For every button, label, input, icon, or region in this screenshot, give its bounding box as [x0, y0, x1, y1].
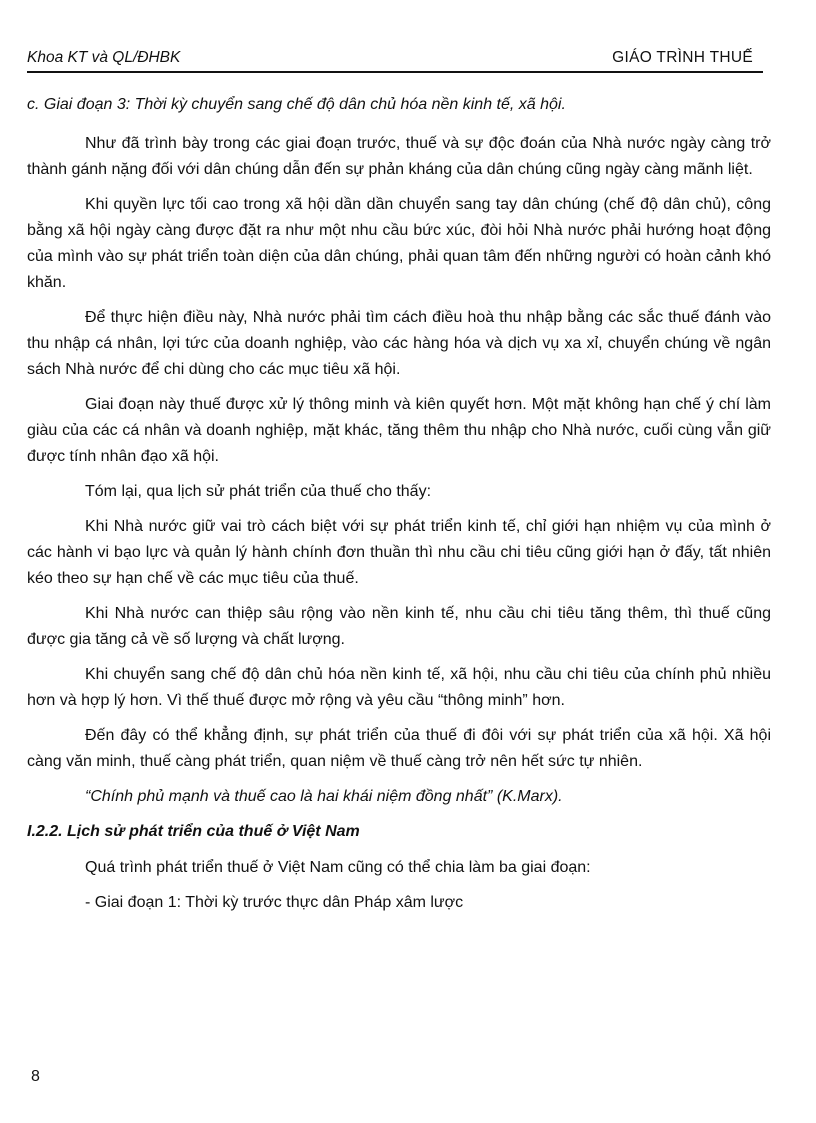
- page-number: 8: [31, 1068, 40, 1085]
- subsection-heading-c: c. Giai đoạn 3: Thời kỳ chuyển sang chế độ dân chủ hóa nền kinh tế, xã hội.: [27, 96, 566, 113]
- header-book-title: GIÁO TRÌNH THUẾ: [612, 49, 753, 66]
- paragraph-8: Khi chuyển sang chế độ dân chủ hóa nền kinh tế, xã hội, nhu cầu chi tiêu của chính phủ nhiều hơn và hợp lý hơn. Vì thế thuế được mở rộng và yêu cầu “thông minh” hơn.: [27, 666, 771, 709]
- list-item-stage-1: - Giai đoạn 1: Thời kỳ trước thực dân Pháp xâm lược: [85, 894, 464, 911]
- paragraph-7: Khi Nhà nước can thiệp sâu rộng vào nền kinh tế, nhu cầu chi tiêu tăng thêm, thì thuế cũng được gia tăng cả về số lượng và chất lượng.: [27, 605, 771, 648]
- marx-quote: “Chính phủ mạnh và thuế cao là hai khái niệm đồng nhất” (K.Marx).: [85, 788, 563, 805]
- header-faculty: Khoa KT và QL/ĐHBK: [27, 49, 181, 66]
- paragraph-9: Đến đây có thể khẳng định, sự phát triển của thuế đi đôi với sự phát triển của xã hội. Xã hội càng văn minh, thuế càng phát triển, quan niệm về thuế càng trở nên hết sức tự nhiên.: [27, 727, 771, 770]
- paragraph-2: Khi quyền lực tối cao trong xã hội dần dần chuyển sang tay dân chúng (chế độ dân chủ), công bằng xã hội ngày càng được đặt ra như một nhu cầu bức xúc, đòi hỏi Nhà nước phải hướng hoạt động của mình vào sự phát triển toàn diện của dân chúng, phải quan tâm đến những người có hoàn cảnh khó khăn.: [27, 196, 771, 291]
- paragraph-6: Khi Nhà nước giữ vai trò cách biệt với sự phát triển kinh tế, chỉ giới hạn nhiệm vụ của mình ở các hành vi bạo lực và quản lý hành chính đơn thuần thì nhu cầu chi tiêu cũng giới hạn ở đấy, tất nhiên kéo theo sự hạn chế về các mục tiêu của thuế.: [27, 518, 771, 587]
- paragraph-3: Để thực hiện điều này, Nhà nước phải tìm cách điều hoà thu nhập bằng các sắc thuế đánh vào thu nhập cá nhân, lợi tức của doanh nghiệp, vào các hàng hóa và dịch vụ xa xỉ, chuyển chúng về ngân sách Nhà nước để chi dùng cho các mục tiêu xã hội.: [27, 309, 771, 378]
- page-header: [27, 49, 763, 73]
- section-heading-vietnam: I.2.2. Lịch sử phát triển của thuế ở Việt Nam: [27, 823, 360, 840]
- paragraph-5: Tóm lại, qua lịch sử phát triển của thuế cho thấy:: [85, 483, 432, 500]
- paragraph-1: Như đã trình bày trong các giai đoạn trước, thuế và sự độc đoán của Nhà nước ngày càng trở thành gánh nặng đối với dân chúng dẫn đến sự phản kháng của dân chúng cũng ngày càng mãnh liệt.: [27, 135, 771, 178]
- paragraph-4: Giai đoạn này thuế được xử lý thông minh và kiên quyết hơn. Một mặt không hạn chế ý chí làm giàu của các cá nhân và doanh nghiệp, mặt khác, tăng thêm thu nhập cho Nhà nước, cuối cùng vẫn giữ được tính nhân đạo xã hội.: [27, 396, 771, 465]
- intro-paragraph: Quá trình phát triển thuế ở Việt Nam cũng có thể chia làm ba giai đoạn:: [85, 859, 591, 876]
- page-content: [27, 92, 771, 925]
